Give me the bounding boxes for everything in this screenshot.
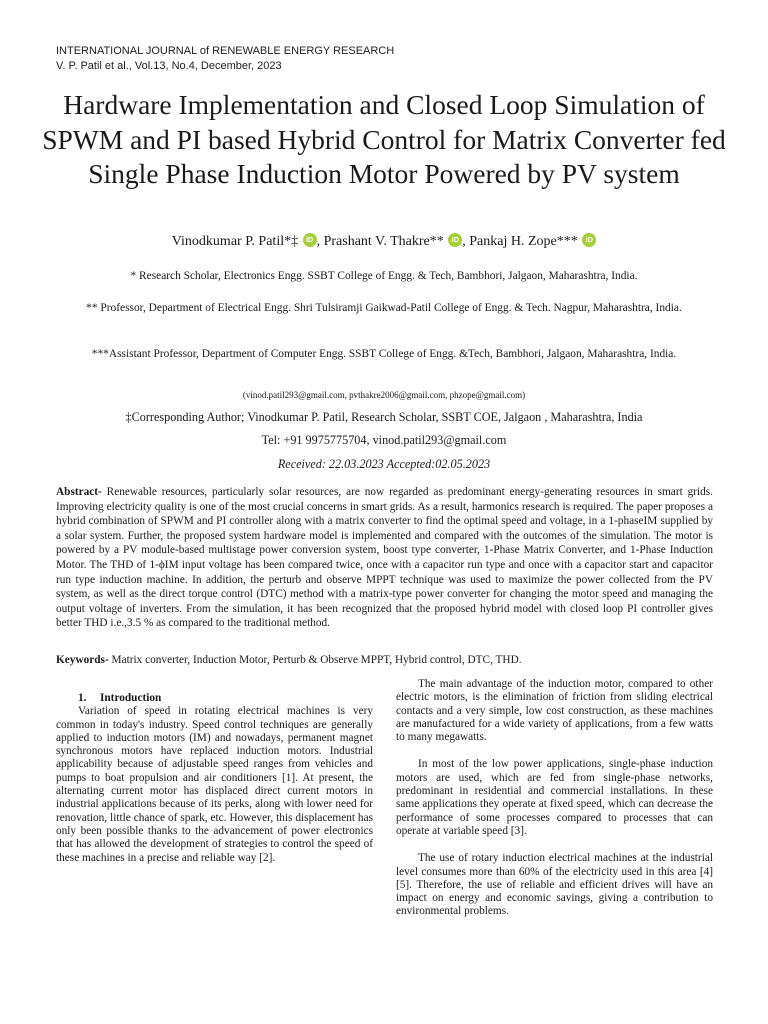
author-separator: , xyxy=(316,234,324,249)
right-column xyxy=(396,678,713,933)
body-paragraph: The use of rotary induction electrical machines at the industrial level consumes more than 60% of the electricity used in this area [4] [5]. Therefore, the use of reliable and efficient drives will have an impact on energy and economic savings, giving a contribution to environmental problems. xyxy=(396,852,713,918)
orcid-icon[interactable]: iD xyxy=(448,233,462,247)
keywords xyxy=(56,653,713,668)
left-column xyxy=(56,678,373,879)
keywords-label: Keywords- xyxy=(56,654,109,666)
section-number: 1. xyxy=(78,692,87,704)
affiliation-text: Assistant Professor, Department of Computer Engg. SSBT College of Engg. &Tech, Bambhori, Jalgaon, Maharashtra, India. xyxy=(108,348,677,360)
orcid-icon[interactable]: iD xyxy=(582,233,596,247)
abstract-label: Abstract- xyxy=(56,486,102,498)
affiliation xyxy=(56,268,712,284)
affiliation-mark: ** xyxy=(86,302,98,314)
affiliation-text: Research Scholar, Electronics Engg. SSBT College of Engg. & Tech, Bambhori, Jalgaon, Maharashtra, India. xyxy=(136,270,638,282)
contact-line: Tel: +91 9975775704, vinod.patil293@gmail.com xyxy=(261,433,507,447)
corresponding-author: ‡Corresponding Author; Vinodkumar P. Patil, Research Scholar, SSBT COE, Jalgaon , Maharashtra, India xyxy=(125,410,643,424)
author-separator: , xyxy=(462,234,470,249)
affiliation-text: Professor, Department of Electrical Engg. Shri Tulsiramji Gaikwad-Patil College of Engg. & Tech. Nagpur, Maharashtra, India. xyxy=(97,302,682,314)
author-emails: (vinod.patil293@gmail.com, pvthakre2006@gmail.com, phzope@gmail.com) xyxy=(242,390,526,400)
received-dates: Received: 22.03.2023 Accepted:02.05.2023 xyxy=(277,457,491,471)
affiliation-mark: * xyxy=(130,270,137,282)
affiliation xyxy=(56,346,712,362)
body-paragraph: Variation of speed in rotating electrical machines is very common in today's industry. Speed control techniques are generally applied to induction motors (IM) and nowadays, permanent magnet synchronous motors have replaced induction motors. Industrial applicability because of adjustable speed ranges from vehicles and pumps to boat propulsion and air conditioners [1]. At present, the alternating current motor has displaced direct current motors in industrial applications because of its perks, along with lower need for renovation, little chance of spark, etc. However, this displacement has only been possible thanks to the advancement of power electronics that has allowed the development of strategies to control the speed of these machines in a precise and reliable way [2]. xyxy=(56,705,373,864)
section-title: Introduction xyxy=(100,692,162,704)
orcid-icon[interactable]: iD xyxy=(303,233,317,247)
affiliation-mark: *** xyxy=(91,348,109,360)
journal-name: INTERNATIONAL JOURNAL of RENEWABLE ENERGY RESEARCH xyxy=(56,45,395,57)
abstract-text: Renewable resources, particularly solar resources, are now regarded as predominant energy-generating resources in smart grids. Improving electricity quality is one of the most crucial concerns in smart grids. As a result, harmonics research is required. The paper proposes a hybrid combination of SPWM and PI controller along with a matrix converter to find the optimal speed and voltage, in a 1-phaseIM supplied by a solar system. Further, the proposed system hardware model is implemented and compared with the outcomes of the simulation. The motor is powered by a PV module-based multistage power conversion system, boost type converter, 1-Phase Matrix Converter, and 1-Phase Induction Motor. The THD of 1-ϕIM input voltage has been compared twice, once with a capacitor run type and once with a capacitor start and capacitor run type induction machine. In addition, the perturb and observe MPPT technique was used to maximize the power collected from the PV system, as well as the direct torque control (DTC) method with a matrix-type power converter for changing the motor speed and managing the output voltage of inverters. From the simulation, it has been recognized that the proposed hybrid model with closed loop PI controller gives better THD i.e.,3.5 % as compared to the traditional method. xyxy=(56,486,713,630)
abstract xyxy=(56,485,713,631)
author-name: Prashant V. Thakre xyxy=(323,234,430,249)
paper-title: Hardware Implementation and Closed Loop Simulation of SPWM and PI based Hybrid Control for Matrix Converter fed Single Phase Induction Motor Powered by PV system xyxy=(42,89,726,189)
author-mark: *‡ xyxy=(284,234,299,249)
body-paragraph: The main advantage of the induction motor, compared to other electric motors, is the elimination of friction from sliding electrical contacts and a very simple, low cost construction, as these machines are manufactured for a wide variety of applications, from a few watts to many megawatts. xyxy=(396,678,713,744)
section-heading xyxy=(78,692,373,705)
journal-citation: V. P. Patil et al., Vol.13, No.4, December, 2023 xyxy=(56,60,282,72)
author-list xyxy=(0,232,768,252)
author-name: Vinodkumar P. Patil xyxy=(171,234,285,249)
keywords-text: Matrix converter, Induction Motor, Perturb & Observe MPPT, Hybrid control, DTC, THD. xyxy=(108,654,522,666)
journal-header xyxy=(56,44,394,74)
affiliation xyxy=(56,300,712,316)
author-name: Pankaj H. Zope xyxy=(469,234,557,249)
author-mark: ** xyxy=(429,234,444,249)
author-mark: *** xyxy=(556,234,578,249)
body-paragraph: In most of the low power applications, single-phase induction motors are used, which are fed from single-phase networks, predominant in residential and commercial installations. In these same applications they operate at fixed speed, which can decrease the performance of some processes compared to processes that can operate at variable speed [3]. xyxy=(396,758,713,837)
